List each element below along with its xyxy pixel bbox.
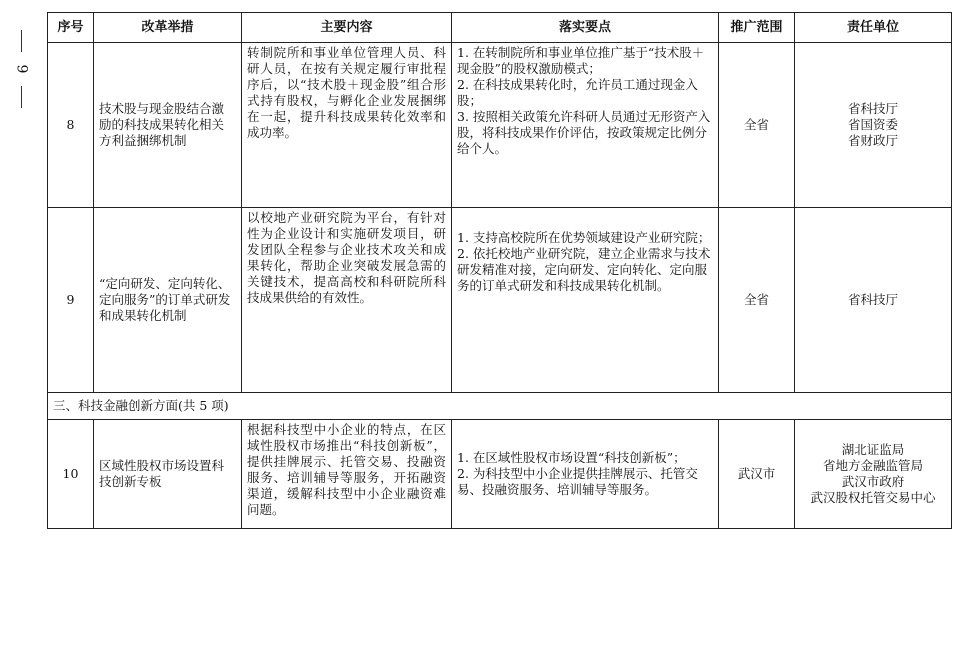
point-item: 1. 在区域性股权市场设置“科技创新板”； <box>457 450 686 465</box>
table-header-row <box>48 13 952 43</box>
promotion-scope: 武汉市 <box>719 420 795 529</box>
point-item: 2. 在科技成果转化时，允许员工通过现金入股； <box>457 77 698 108</box>
responsible-units <box>795 208 952 393</box>
row-number: 10 <box>48 420 94 529</box>
unit-item: 省国资委 <box>847 117 898 132</box>
row-number: 9 <box>48 208 94 393</box>
unit-item: 湖北证监局 <box>841 442 905 457</box>
unit-item: 省科技厅 <box>847 101 898 116</box>
unit-item: 省财政厅 <box>847 133 898 148</box>
reform-measures-table <box>47 12 952 529</box>
section-heading: 三、科技金融创新方面(共 5 项) <box>48 393 952 420</box>
page-number-text: 9 <box>12 64 29 74</box>
table-row <box>48 420 952 529</box>
promotion-scope: 全省 <box>719 208 795 393</box>
unit-item: 省地方金融监管局 <box>822 458 923 473</box>
table-row <box>48 208 952 393</box>
reform-measure: 区域性股权市场设置科技创新专板 <box>94 420 242 529</box>
responsible-units <box>795 420 952 529</box>
implementation-points <box>452 43 719 208</box>
header-content: 主要内容 <box>242 13 452 43</box>
header-points: 落实要点 <box>452 13 719 43</box>
table-row <box>48 43 952 208</box>
implementation-points <box>452 208 719 393</box>
point-item: 2. 依托校地产业研究院，建立企业需求与技术研发精准对接，定向研发、定向转化、定向服务的订单式研发和科技成果转化机制。 <box>457 246 711 293</box>
header-scope: 推广范围 <box>719 13 795 43</box>
promotion-scope: 全省 <box>719 43 795 208</box>
point-item: 3. 按照相关政策允许科研人员通过无形资产入股，将科技成果作价评估，按政策规定比例分给个人。 <box>457 109 711 156</box>
unit-item: 武汉股权托管交易中心 <box>810 490 936 505</box>
unit-item: 武汉市政府 <box>841 474 905 489</box>
reform-measure: 技术股与现金股结合激励的科技成果转化相关方利益捆绑机制 <box>94 43 242 208</box>
main-content: 根据科技型中小企业的特点，在区域性股权市场推出“科技创新板”，提供挂牌展示、托管交易、投融资服务、培训辅导等服务，开拓融资渠道，缓解科技型中小企业融资难问题。 <box>242 420 452 529</box>
implementation-points <box>452 420 719 529</box>
section-heading-row <box>48 393 952 420</box>
row-number: 8 <box>48 43 94 208</box>
page-number <box>10 30 32 114</box>
responsible-units <box>795 43 952 208</box>
point-item: 1. 支持高校院所在优势领域建设产业研究院； <box>457 230 711 245</box>
unit-item: 省科技厅 <box>847 292 898 307</box>
main-content: 以校地产业研究院为平台，有针对性为企业设计和实施研发项目，研发团队全程参与企业技术攻关和成果转化，帮助企业突破发展急需的关键技术，提高高校和科研院所科技成果供给的有效性。 <box>242 208 452 393</box>
header-unit: 责任单位 <box>795 13 952 43</box>
main-content: 转制院所和事业单位管理人员、科研人员，在按有关规定履行审批程序后，以“技术股＋现金股”组合形式持有股权，与孵化企业发展捆绑在一起，提升科技成果转化效率和成功率。 <box>242 43 452 208</box>
page-number-dash-top <box>21 30 22 52</box>
point-item: 1. 在转制院所和事业单位推广基于“技术股＋现金股”的股权激励模式； <box>457 45 705 76</box>
page-number-dash-bottom <box>21 86 22 108</box>
point-item: 2. 为科技型中小企业提供挂牌展示、托管交易、投融资服务、培训辅导等服务。 <box>457 466 698 497</box>
reform-measure: “定向研发、定向转化、定向服务”的订单式研发和成果转化机制 <box>94 208 242 393</box>
header-measure: 改革举措 <box>94 13 242 43</box>
header-no: 序号 <box>48 13 94 43</box>
